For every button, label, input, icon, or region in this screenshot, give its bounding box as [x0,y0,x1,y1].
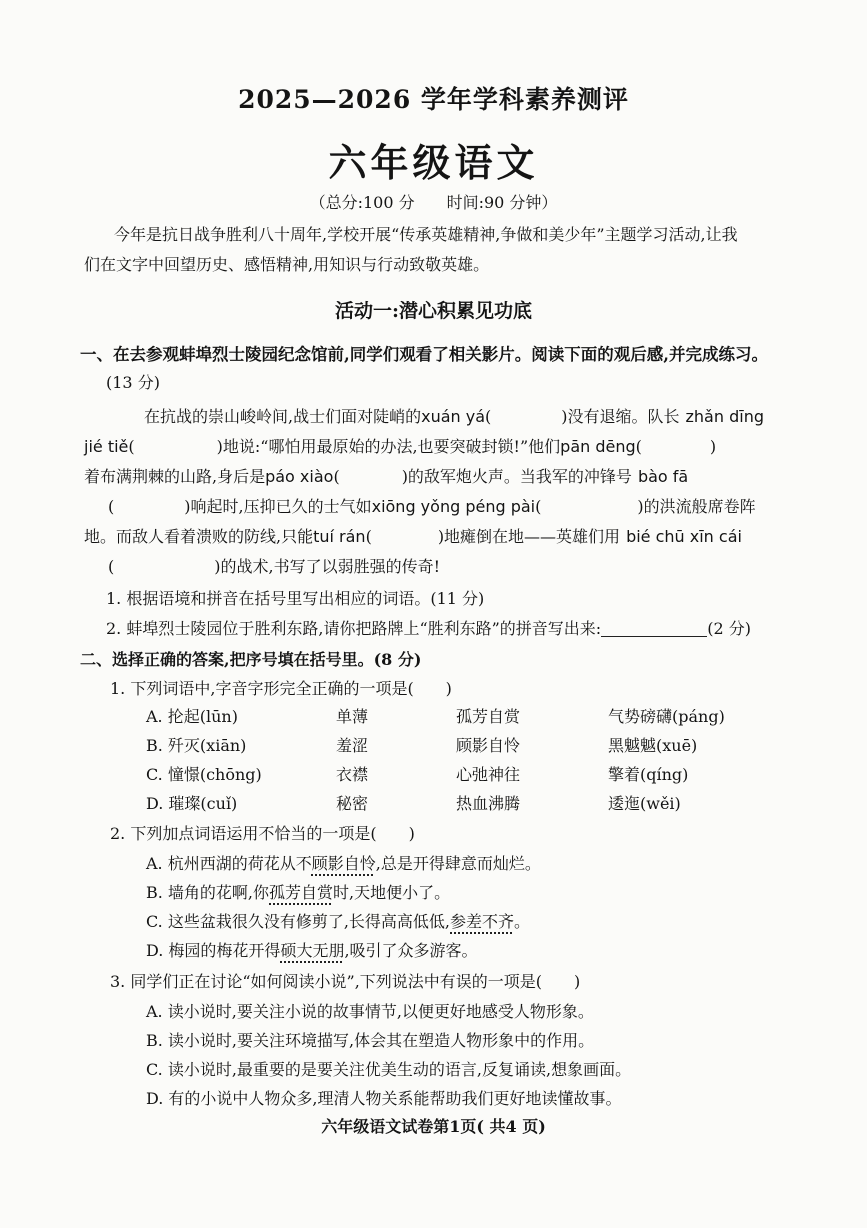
section2-heading: 二、选择正确的答案,把序号填在括号里。(8 分) [80,650,422,669]
pinyin: bào fā [637,467,689,486]
dotted-word: 孤芳自赏 [269,883,334,902]
passage-text: 地。而敌人看着溃败的防线,只能 [84,527,314,546]
s2-q1-b-4: 黑魆魆(xuē) [608,736,698,755]
subject-title: 六年级语文 [328,140,539,185]
pinyin: xiōng yǒng péng pài [371,497,536,516]
s2-q3-option-b: B. 读小说时,要关注环境描写,体会其在塑造人物形象中的作用。 [146,1031,595,1050]
s2-q1-c-1: C. 憧憬(chōng) [146,765,262,784]
intro-line-2: 们在文字中回望历史、感悟精神,用知识与行动致敬英雄。 [84,255,490,274]
passage-text: )的洪流般席卷阵 [637,497,756,516]
passage-text: )响起时,压抑已久的士气如 [184,497,372,516]
s2-q1-a-4: 气势磅礴(páng) [608,707,725,726]
s2-q1-a-3: 孤芳自赏 [456,707,521,726]
paren-open: ( [108,557,115,576]
s2-q1-b-3: 顾影自怜 [456,736,521,755]
passage-text: 在抗战的崇山峻岭间,战士们面对陡峭的 [144,407,422,426]
option-text: 时,天地便小了。 [333,883,451,902]
paren-open: ( [333,467,340,486]
exam-title: 2025—2026 学年学科素养测评 [238,85,629,114]
passage-text: )的敌军炮火声。当我军的冲锋号 [401,467,632,486]
option-text: D. 梅园的梅花开得 [146,941,281,960]
passage-text: 着布满荆棘的山路,身后是 [84,467,266,486]
passage-text: )没有退缩。队长 [561,407,680,426]
passage-line-2 [84,434,796,457]
option-text: ,吸引了众多游客。 [344,941,478,960]
section1-score: (13 分) [106,373,160,392]
s2-q2-option-d [146,938,478,961]
s2-q1-b-1: B. 歼灭(xiān) [146,736,247,755]
pinyin: páo xiào [265,467,334,486]
s2-q1-b-2: 羞涩 [336,736,369,755]
s2-q1-a-2: 单薄 [336,707,369,726]
s2-q1-d-4: 逶迤(wěi) [608,794,681,813]
q2-score: (2 分) [707,619,751,638]
s2-q1-c-4: 擎着(qíng) [608,765,689,784]
pinyin: xuán yá [421,407,486,426]
s2-q1-d-1: D. 璀璨(cuǐ) [146,794,238,813]
passage-text: )地说:“哪怕用最原始的办法,也要突破封锁!”他们 [216,437,561,456]
paren-open: ( [365,527,372,546]
s2-q3-option-d: D. 有的小说中人物众多,理清人物关系能帮助我们更好地读懂故事。 [146,1089,622,1108]
s2-q1-c-2: 衣襟 [336,765,369,784]
s2-q1-c-3: 心弛神往 [456,765,521,784]
paren-close: ) [709,437,717,456]
s2-q1-d-3: 热血沸腾 [456,794,521,813]
passage-line-6 [108,554,440,577]
section1-q1: 1. 根据语境和拼音在括号里写出相应的词语。(11 分) [106,589,485,608]
passage-text: )的战术,书写了以弱胜强的传奇! [214,557,441,576]
option-text: A. 杭州西湖的荷花从不 [146,854,312,873]
exam-meta: （总分:100 分 时间:90 分钟） [309,193,558,212]
s2-q3-option-c: C. 读小说时,最重要的是要关注优美生动的语言,反复诵读,想象画面。 [146,1060,632,1079]
s2-q2-option-c [146,909,530,932]
passage-line-1 [144,404,764,427]
passage-line-3 [84,464,688,487]
paren-open: ( [535,497,542,516]
section1-heading: 一、在去参观蚌埠烈士陵园纪念馆前,同学们观看了相关影片。阅读下面的观后感,并完成练习。 [80,345,768,364]
s2-q2-option-a [146,851,541,874]
s2-q3-stem: 3. 同学们正在讨论“如何阅读小说”,下列说法中有误的一项是( ) [110,972,581,991]
option-text: B. 墙角的花啊,你 [146,883,270,902]
option-text: C. 这些盆栽很久没有修剪了,长得高高低低, [146,912,451,931]
s2-q2-stem: 2. 下列加点词语运用不恰当的一项是( ) [110,824,415,843]
paren-open: ( [485,407,492,426]
pinyin: pān dēng [560,437,636,456]
passage-line-5 [84,524,742,547]
dotted-word: 顾影自怜 [311,854,376,873]
s2-q1-stem: 1. 下列词语中,字音字形完全正确的一项是( ) [110,679,452,698]
s2-q2-option-b [146,880,450,903]
s2-q1-d-2: 秘密 [336,794,369,813]
paren-open: ( [108,497,115,516]
section1-q2 [106,616,751,639]
pinyin: tuí rán [313,527,366,546]
dotted-word: 硕大无朋 [280,941,345,960]
q2-text: 2. 蚌埠烈士陵园位于胜利东路,请你把路牌上“胜利东路”的拼音写出来: [106,619,602,638]
option-text: ,总是开得肆意而灿烂。 [375,854,541,873]
intro-line-1: 今年是抗日战争胜利八十周年,学校开展“传承英雄精神,争做和美少年”主题学习活动,让我 [114,225,738,244]
s2-q3-option-a: A. 读小说时,要关注小说的故事情节,以便更好地感受人物形象。 [146,1002,594,1021]
s2-q1-a-1: A. 抡起(lūn) [146,707,238,726]
activity-heading: 活动一:潜心积累见功底 [334,300,532,322]
passage-text: )地瘫倒在地——英雄们用 [437,527,621,546]
answer-line[interactable] [601,620,707,637]
pinyin: jié tiě [84,437,129,456]
option-text: 。 [514,912,531,931]
dotted-word: 参差不齐 [450,912,515,931]
page-footer: 六年级语文试卷第1页( 共4 页) [321,1117,546,1136]
pinyin: zhǎn dīng [685,407,764,426]
paren-open: ( [635,437,642,456]
pinyin: bié chū xīn cái [626,527,742,546]
paren-open: ( [128,437,135,456]
passage-line-4 [108,494,756,517]
